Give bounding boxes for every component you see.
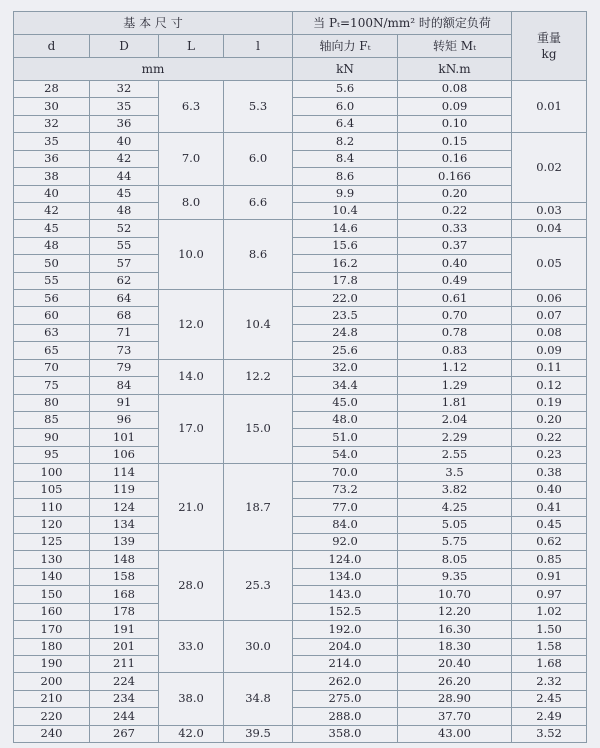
cell-weight: 0.20: [512, 412, 587, 429]
cell-d: 30: [14, 98, 90, 115]
cell-D: 40: [90, 133, 159, 150]
table-row: [14, 481, 587, 498]
table-row: [14, 499, 587, 516]
cell-torque: 0.22: [398, 202, 512, 219]
cell-axial-force: 9.9: [293, 185, 398, 202]
cell-D: 62: [90, 272, 159, 289]
cell-d: 45: [14, 220, 90, 237]
weight-unit: kg: [541, 47, 557, 61]
cell-torque: 10.70: [398, 586, 512, 603]
cell-d: 160: [14, 603, 90, 620]
cell-torque: 37.70: [398, 708, 512, 725]
cell-axial-force: 8.4: [293, 150, 398, 167]
cell-axial-force: 92.0: [293, 533, 398, 550]
cell-weight: 0.40: [512, 481, 587, 498]
cell-torque: 0.61: [398, 290, 512, 307]
cell-weight: 0.05: [512, 237, 587, 289]
cell-weight: 0.22: [512, 429, 587, 446]
cell-d: 35: [14, 133, 90, 150]
table-row: [14, 690, 587, 707]
col-header-l: l: [224, 35, 293, 58]
cell-torque: 0.16: [398, 150, 512, 167]
cell-D: 68: [90, 307, 159, 324]
table-row: [14, 150, 587, 167]
table-row: [14, 168, 587, 185]
table-body: [14, 81, 587, 743]
cell-l: 10.4: [224, 290, 293, 360]
cell-torque: 43.00: [398, 725, 512, 742]
cell-D: 244: [90, 708, 159, 725]
cell-weight: 0.62: [512, 533, 587, 550]
cell-weight: 0.19: [512, 394, 587, 411]
cell-D: 52: [90, 220, 159, 237]
cell-torque: 26.20: [398, 673, 512, 690]
cell-D: 106: [90, 446, 159, 463]
cell-torque: 0.40: [398, 255, 512, 272]
table-row: [14, 255, 587, 272]
cell-D: 71: [90, 324, 159, 341]
cell-d: 120: [14, 516, 90, 533]
cell-d: 125: [14, 533, 90, 550]
cell-torque: 12.20: [398, 603, 512, 620]
cell-torque: 8.05: [398, 551, 512, 568]
cell-weight: 1.02: [512, 603, 587, 620]
table-row: [14, 586, 587, 603]
cell-d: 80: [14, 394, 90, 411]
cell-D: 124: [90, 499, 159, 516]
cell-d: 50: [14, 255, 90, 272]
cell-weight: 2.49: [512, 708, 587, 725]
cell-axial-force: 17.8: [293, 272, 398, 289]
cell-axial-force: 54.0: [293, 446, 398, 463]
unit-kn: kN: [293, 58, 398, 81]
table-row: [14, 220, 587, 237]
table-row: [14, 551, 587, 568]
cell-torque: 0.49: [398, 272, 512, 289]
cell-D: 119: [90, 481, 159, 498]
cell-l: 5.3: [224, 81, 293, 133]
cell-l: 25.3: [224, 551, 293, 621]
cell-axial-force: 8.6: [293, 168, 398, 185]
cell-torque: 0.78: [398, 324, 512, 341]
cell-torque: 5.05: [398, 516, 512, 533]
cell-D: 191: [90, 621, 159, 638]
cell-L: 14.0: [159, 359, 224, 394]
cell-axial-force: 48.0: [293, 412, 398, 429]
cell-axial-force: 73.2: [293, 481, 398, 498]
cell-weight: 0.06: [512, 290, 587, 307]
cell-axial-force: 45.0: [293, 394, 398, 411]
table-row: [14, 464, 587, 481]
cell-D: 178: [90, 603, 159, 620]
cell-d: 36: [14, 150, 90, 167]
cell-torque: 0.70: [398, 307, 512, 324]
table-row: [14, 621, 587, 638]
cell-weight: 0.04: [512, 220, 587, 237]
table-row: [14, 133, 587, 150]
cell-d: 105: [14, 481, 90, 498]
cell-d: 220: [14, 708, 90, 725]
cell-weight: 0.11: [512, 359, 587, 376]
cell-D: 134: [90, 516, 159, 533]
cell-L: 17.0: [159, 394, 224, 464]
cell-axial-force: 15.6: [293, 237, 398, 254]
cell-D: 48: [90, 202, 159, 219]
table-row: [14, 324, 587, 341]
table-row: [14, 359, 587, 376]
cell-axial-force: 6.4: [293, 115, 398, 132]
cell-torque: 1.12: [398, 359, 512, 376]
cell-L: 7.0: [159, 133, 224, 185]
table-row: [14, 429, 587, 446]
table-row: [14, 115, 587, 132]
cell-l: 18.7: [224, 464, 293, 551]
table-row: [14, 568, 587, 585]
table-row: [14, 377, 587, 394]
cell-D: 101: [90, 429, 159, 446]
cell-d: 63: [14, 324, 90, 341]
cell-torque: 0.08: [398, 81, 512, 98]
cell-D: 91: [90, 394, 159, 411]
cell-torque: 0.83: [398, 342, 512, 359]
cell-d: 60: [14, 307, 90, 324]
cell-D: 64: [90, 290, 159, 307]
cell-L: 28.0: [159, 551, 224, 621]
basic-dimensions-heading: 基 本 尺 寸: [14, 12, 293, 35]
cell-weight: 0.08: [512, 324, 587, 341]
cell-d: 75: [14, 377, 90, 394]
table-row: [14, 272, 587, 289]
cell-torque: 2.04: [398, 412, 512, 429]
cell-D: 211: [90, 655, 159, 672]
cell-weight: 0.02: [512, 133, 587, 203]
cell-torque: 1.81: [398, 394, 512, 411]
cell-axial-force: 124.0: [293, 551, 398, 568]
cell-axial-force: 25.6: [293, 342, 398, 359]
cell-torque: 0.33: [398, 220, 512, 237]
col-header-d: d: [14, 35, 90, 58]
cell-torque: 0.10: [398, 115, 512, 132]
cell-d: 48: [14, 237, 90, 254]
table-header: [14, 12, 587, 81]
cell-d: 90: [14, 429, 90, 446]
cell-axial-force: 134.0: [293, 568, 398, 585]
cell-weight: 1.50: [512, 621, 587, 638]
cell-D: 35: [90, 98, 159, 115]
cell-weight: 0.12: [512, 377, 587, 394]
cell-axial-force: 34.4: [293, 377, 398, 394]
cell-l: 30.0: [224, 621, 293, 673]
cell-D: 168: [90, 586, 159, 603]
table-row: [14, 290, 587, 307]
table-row: [14, 725, 587, 742]
cell-d: 55: [14, 272, 90, 289]
cell-l: 34.8: [224, 673, 293, 725]
cell-D: 42: [90, 150, 159, 167]
cell-L: 38.0: [159, 673, 224, 725]
cell-D: 201: [90, 638, 159, 655]
cell-D: 55: [90, 237, 159, 254]
cell-D: 32: [90, 81, 159, 98]
cell-torque: 4.25: [398, 499, 512, 516]
table-row: [14, 603, 587, 620]
cell-d: 210: [14, 690, 90, 707]
cell-torque: 3.5: [398, 464, 512, 481]
cell-axial-force: 77.0: [293, 499, 398, 516]
cell-weight: 0.85: [512, 551, 587, 568]
col-header-torque: 转矩 Mₜ: [398, 35, 512, 58]
cell-weight: 0.07: [512, 307, 587, 324]
table-row: [14, 533, 587, 550]
table-row: [14, 708, 587, 725]
cell-weight: 0.91: [512, 568, 587, 585]
cell-D: 57: [90, 255, 159, 272]
cell-torque: 0.15: [398, 133, 512, 150]
table-row: [14, 516, 587, 533]
cell-weight: 2.45: [512, 690, 587, 707]
cell-L: 10.0: [159, 220, 224, 290]
cell-D: 148: [90, 551, 159, 568]
cell-d: 40: [14, 185, 90, 202]
cell-D: 267: [90, 725, 159, 742]
table-row: [14, 98, 587, 115]
table-row: [14, 638, 587, 655]
cell-d: 240: [14, 725, 90, 742]
cell-d: 140: [14, 568, 90, 585]
cell-L: 33.0: [159, 621, 224, 673]
cell-torque: 0.09: [398, 98, 512, 115]
cell-L: 6.3: [159, 81, 224, 133]
cell-d: 190: [14, 655, 90, 672]
cell-axial-force: 51.0: [293, 429, 398, 446]
cell-D: 84: [90, 377, 159, 394]
cell-d: 95: [14, 446, 90, 463]
cell-d: 70: [14, 359, 90, 376]
weight-label: 重量: [537, 31, 562, 45]
cell-D: 45: [90, 185, 159, 202]
cell-D: 44: [90, 168, 159, 185]
cell-axial-force: 6.0: [293, 98, 398, 115]
cell-l: 12.2: [224, 359, 293, 394]
cell-torque: 3.82: [398, 481, 512, 498]
cell-axial-force: 262.0: [293, 673, 398, 690]
unit-knm: kN.m: [398, 58, 512, 81]
cell-weight: 0.41: [512, 499, 587, 516]
cell-torque: 20.40: [398, 655, 512, 672]
cell-d: 130: [14, 551, 90, 568]
cell-torque: 2.55: [398, 446, 512, 463]
table-row: [14, 412, 587, 429]
cell-weight: 0.01: [512, 81, 587, 133]
cell-D: 158: [90, 568, 159, 585]
cell-axial-force: 204.0: [293, 638, 398, 655]
cell-l: 8.6: [224, 220, 293, 290]
cell-L: 8.0: [159, 185, 224, 220]
table-row: [14, 342, 587, 359]
cell-d: 65: [14, 342, 90, 359]
cell-axial-force: 23.5: [293, 307, 398, 324]
cell-axial-force: 70.0: [293, 464, 398, 481]
cell-d: 180: [14, 638, 90, 655]
cell-axial-force: 214.0: [293, 655, 398, 672]
cell-l: 39.5: [224, 725, 293, 742]
col-header-L: L: [159, 35, 224, 58]
table-row: [14, 307, 587, 324]
cell-l: 15.0: [224, 394, 293, 464]
cell-weight: 0.45: [512, 516, 587, 533]
cell-D: 36: [90, 115, 159, 132]
cell-torque: 18.30: [398, 638, 512, 655]
cell-axial-force: 10.4: [293, 202, 398, 219]
cell-weight: 1.68: [512, 655, 587, 672]
cell-D: 79: [90, 359, 159, 376]
cell-weight: 0.97: [512, 586, 587, 603]
table-row: [14, 185, 587, 202]
cell-axial-force: 14.6: [293, 220, 398, 237]
cell-axial-force: 152.5: [293, 603, 398, 620]
cell-weight: 0.38: [512, 464, 587, 481]
cell-d: 38: [14, 168, 90, 185]
cell-axial-force: 84.0: [293, 516, 398, 533]
cell-axial-force: 143.0: [293, 586, 398, 603]
cell-axial-force: 32.0: [293, 359, 398, 376]
cell-d: 32: [14, 115, 90, 132]
cell-weight: 2.32: [512, 673, 587, 690]
cell-torque: 2.29: [398, 429, 512, 446]
table-row: [14, 655, 587, 672]
table-row: [14, 673, 587, 690]
rated-load-heading: 当 Pₜ=100N/mm² 时的额定负荷: [293, 12, 512, 35]
cell-torque: 0.166: [398, 168, 512, 185]
unit-mm: mm: [14, 58, 293, 81]
cell-L: 21.0: [159, 464, 224, 551]
cell-weight: 0.03: [512, 202, 587, 219]
cell-l: 6.6: [224, 185, 293, 220]
cell-torque: 0.20: [398, 185, 512, 202]
cell-d: 170: [14, 621, 90, 638]
cell-D: 234: [90, 690, 159, 707]
cell-weight: 0.09: [512, 342, 587, 359]
cell-axial-force: 192.0: [293, 621, 398, 638]
cell-D: 224: [90, 673, 159, 690]
col-header-axial-force: 轴向力 Fₜ: [293, 35, 398, 58]
cell-D: 73: [90, 342, 159, 359]
cell-l: 6.0: [224, 133, 293, 185]
cell-d: 110: [14, 499, 90, 516]
cell-axial-force: 16.2: [293, 255, 398, 272]
cell-axial-force: 24.8: [293, 324, 398, 341]
cell-axial-force: 5.6: [293, 81, 398, 98]
cell-torque: 9.35: [398, 568, 512, 585]
cell-d: 150: [14, 586, 90, 603]
cell-L: 12.0: [159, 290, 224, 360]
table-row: [14, 237, 587, 254]
rated-load-table: [13, 11, 587, 743]
cell-axial-force: 358.0: [293, 725, 398, 742]
cell-d: 100: [14, 464, 90, 481]
cell-d: 28: [14, 81, 90, 98]
weight-heading: [512, 12, 587, 81]
col-header-D: D: [90, 35, 159, 58]
cell-torque: 28.90: [398, 690, 512, 707]
cell-torque: 5.75: [398, 533, 512, 550]
cell-D: 114: [90, 464, 159, 481]
cell-weight: 1.58: [512, 638, 587, 655]
cell-torque: 0.37: [398, 237, 512, 254]
cell-torque: 1.29: [398, 377, 512, 394]
cell-D: 96: [90, 412, 159, 429]
table-row: [14, 81, 587, 98]
cell-axial-force: 275.0: [293, 690, 398, 707]
cell-weight: 3.52: [512, 725, 587, 742]
cell-d: 56: [14, 290, 90, 307]
cell-axial-force: 8.2: [293, 133, 398, 150]
table-row: [14, 394, 587, 411]
cell-d: 85: [14, 412, 90, 429]
cell-L: 42.0: [159, 725, 224, 742]
cell-axial-force: 288.0: [293, 708, 398, 725]
table-row: [14, 202, 587, 219]
cell-weight: 0.23: [512, 446, 587, 463]
cell-d: 200: [14, 673, 90, 690]
table-row: [14, 446, 587, 463]
cell-d: 42: [14, 202, 90, 219]
cell-axial-force: 22.0: [293, 290, 398, 307]
cell-torque: 16.30: [398, 621, 512, 638]
cell-D: 139: [90, 533, 159, 550]
